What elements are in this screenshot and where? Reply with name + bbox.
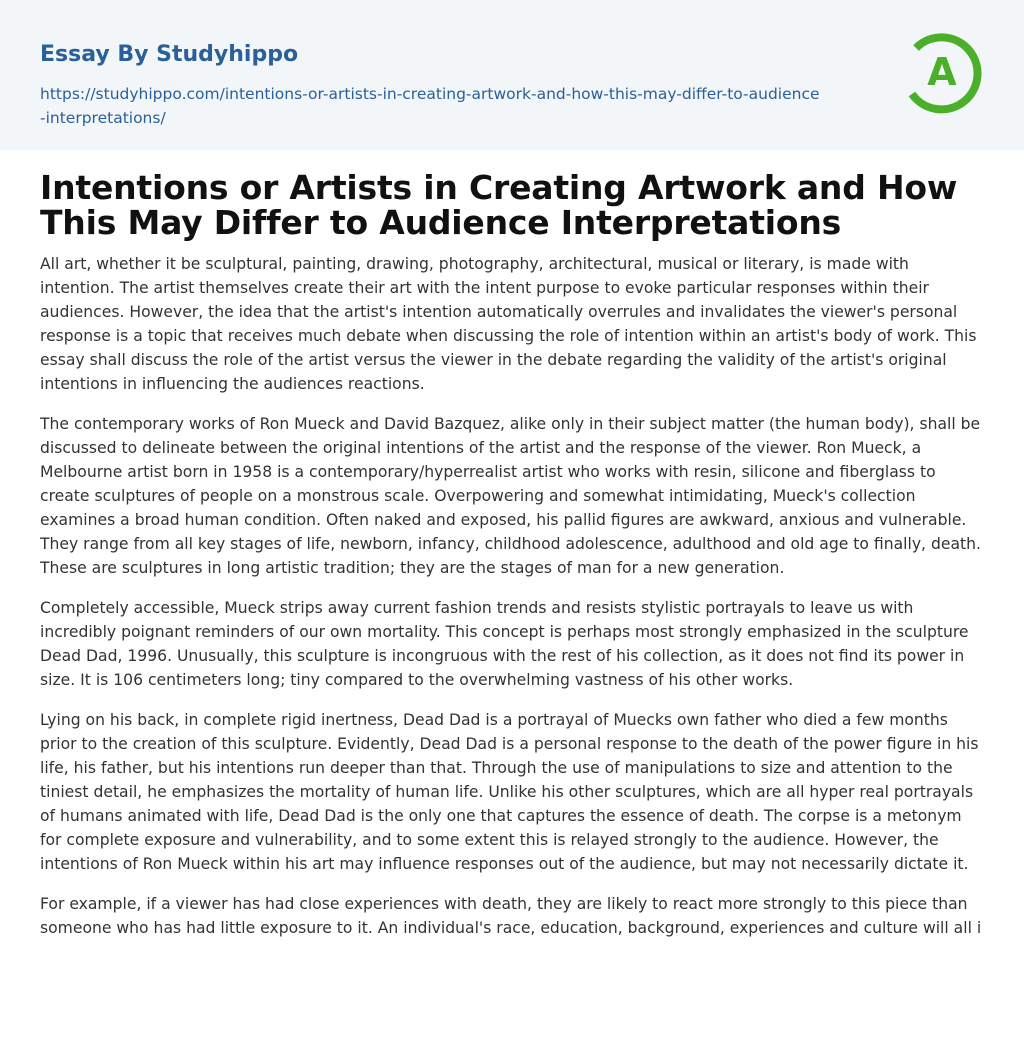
article-paragraph-2: The contemporary works of Ron Mueck and David Bazquez, alike only in their subject matter (the human body), shall be discussed to delineate between the original intentions of the artist and the response of the viewer. Ron Mueck, a Melbourne artist born in 1958 is a contemporary/hyperrealist artist who works with resin, silicone and fiberglass to create sculptures of people on a monstrous scale. Overpowering and somewhat intimidating, Mueck's collection examines a broad human condition. Often naked and exposed, his pallid figures are awkward, anxious and vulnerable. They range from all key stages of life, newborn, infancy, childhood adolescence, adulthood and old age to finally, death. These are sculptures in long artistic tradition; they are the stages of man for a new generation. — [40, 415, 981, 577]
article-paragraph-3: Completely accessible, Mueck strips away current fashion trends and resists stylistic portrayals to leave us with incredibly poignant reminders of our own mortality. This concept is perhaps most strongly emphasized in the sculpture Dead Dad, 1996. Unusually, this sculpture is incongruous with the rest of his collection, as it does not find its power in size. It is 106 centimeters long; tiny compared to the overwhelming vastness of his other works. — [40, 599, 969, 689]
article-paragraph-5: For example, if a viewer has had close experiences with death, they are likely to react more strongly to this piece than someone who has had little exposure to it. An individual's race, education, background, experiences and culture will all i — [40, 895, 982, 937]
logo-letter: A — [927, 50, 957, 94]
page-header — [0, 0, 1024, 150]
logo-svg — [900, 30, 984, 114]
brand-title: Essay By Studyhippo — [40, 42, 299, 67]
source-url-link[interactable]: https://studyhippo.com/intentions-or-artists-in-creating-artwork-and-how-this-may-differ-to-audience-interpretations/ — [40, 85, 820, 127]
article-title: Intentions or Artists in Creating Artwork and How This May Differ to Audience Interpretations — [40, 168, 958, 242]
article-paragraph-1: All art, whether it be sculptural, painting, drawing, photography, architectural, musical or literary, is made with intention. The artist themselves create their art with the intent purpose to evoke particular responses within their audiences. However, the idea that the artist's intention automatically overrules and invalidates the viewer's personal response is a topic that receives much debate when discussing the role of intention within an artist's body of work. This essay shall discuss the role of the artist versus the viewer in the debate regarding the validity of the artist's original intentions in influencing the audiences reactions. — [40, 255, 977, 393]
studyhippo-logo-icon[interactable] — [900, 30, 984, 114]
article-paragraph-4: Lying on his back, in complete rigid inertness, Dead Dad is a portrayal of Muecks own father who died a few months prior to the creation of this sculpture. Evidently, Dead Dad is a personal response to the death of the power figure in his life, his father, but his intentions run deeper than that. Through the use of manipulations to size and attention to the tiniest detail, he emphasizes the mortality of human life. Unlike his other sculptures, which are all hyper real portrayals of humans animated with life, Dead Dad is the only one that captures the essence of death. The corpse is a metonym for complete exposure and vulnerability, and to some extent this is relayed strongly to the audience. However, the intentions of Ron Mueck within his art may influence responses out of the audience, but may not necessarily dictate it. — [40, 711, 979, 873]
article — [0, 150, 1024, 940]
